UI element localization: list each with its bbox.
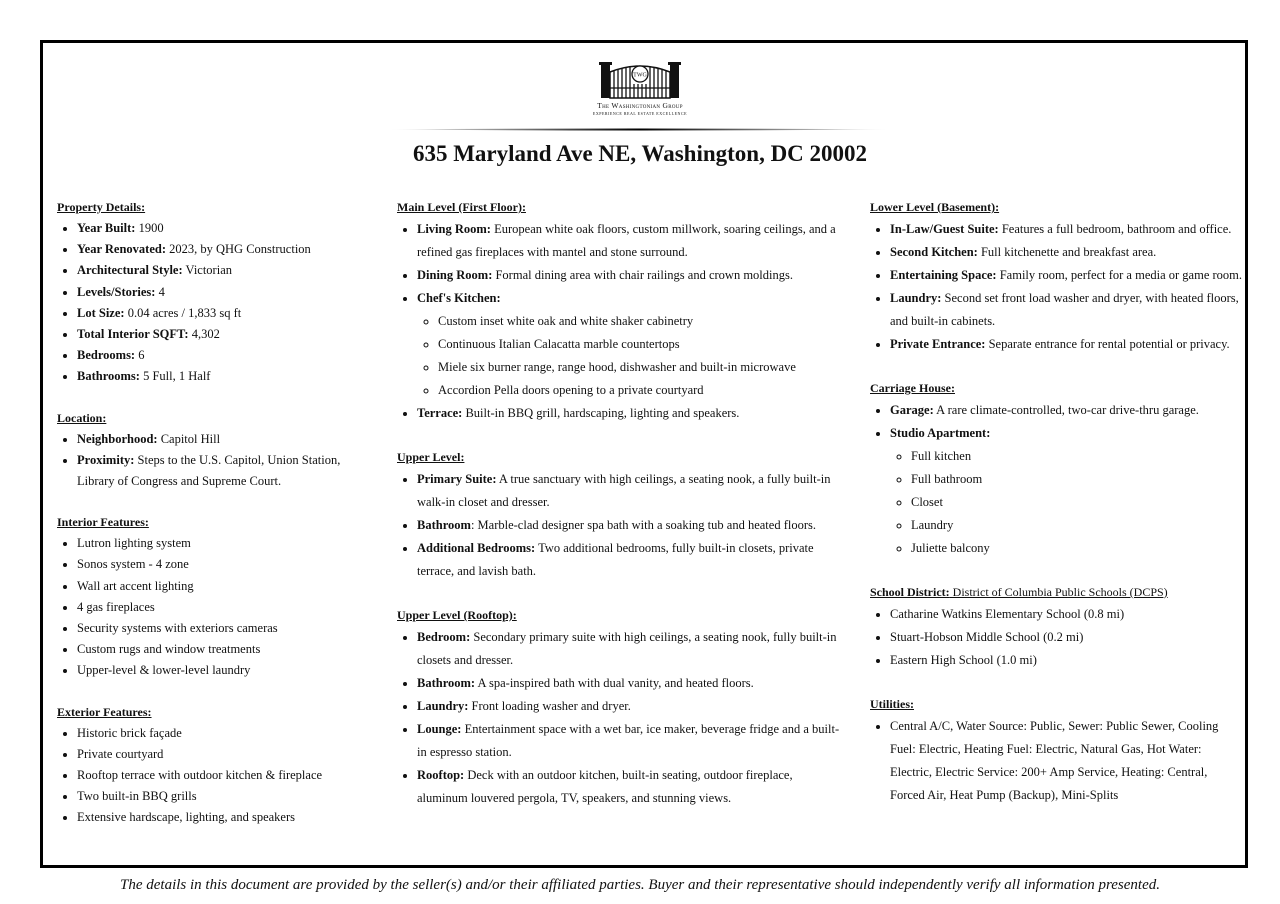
list-item: • Rooftop: Deck with an outdoor kitchen, built-in seating, outdoor fireplace, aluminum louvered pergola, TV, speakers, and stunning views. <box>417 764 842 810</box>
list-item: • Bedrooms: 6 <box>77 345 377 366</box>
list-item: • Proximity: Steps to the U.S. Capitol, Union Station, Library of Congress and Supreme Court. <box>77 450 377 492</box>
sub-list-item: ◦ Accordion Pella doors opening to a private courtyard <box>438 379 842 402</box>
list-item: • Lutron lighting system <box>77 533 377 554</box>
list-item: • Private Entrance: Separate entrance for rental potential or privacy. <box>890 333 1242 356</box>
location-heading: Location: <box>57 410 107 425</box>
list-item: • Bathroom: Marble-clad designer spa bath with a soaking tub and heated floors. <box>417 514 842 537</box>
location-list <box>57 429 377 493</box>
sub-list-item: ◦ Miele six burner range, range hood, dishwasher and built-in microwave <box>438 356 842 379</box>
list-item: • Entertaining Space: Family room, perfect for a media or game room. <box>890 264 1242 287</box>
list-item: • Bathrooms: 5 Full, 1 Half <box>77 366 377 387</box>
list-item: • Architectural Style: Victorian <box>77 260 377 281</box>
lower-level-heading: Lower Level (Basement): <box>870 200 1000 214</box>
right-column <box>870 198 1242 807</box>
list-item: • In-Law/Guest Suite: Features a full bedroom, bathroom and office. <box>890 218 1242 241</box>
list-item: • Total Interior SQFT: 4,302 <box>77 324 377 345</box>
list-item: • Year Built: 1900 <box>77 218 377 239</box>
list-item: • Catharine Watkins Elementary School (0.8 mi) <box>890 603 1242 626</box>
utilities-list <box>870 715 1242 807</box>
kitchen-sublist <box>417 310 842 402</box>
list-item: • 4 gas fireplaces <box>77 597 377 618</box>
title-divider <box>386 128 894 131</box>
sub-list-item: ◦ Laundry <box>911 514 1242 537</box>
list-item: • Lounge: Entertainment space with a wet bar, ice maker, beverage fridge and a built-in espresso station. <box>417 718 842 764</box>
sub-list-item: ◦ Full bathroom <box>911 468 1242 491</box>
list-item: • Chef's Kitchen: ◦ Custom inset white oak and white shaker cabinetry ◦ Continuous Italian Calacatta marble countertops ◦ Miele six burner range, range hood, dishwasher and built-in microwave ◦ Accordion Pella doors opening to a private courtyard <box>417 287 842 402</box>
list-item: • Eastern High School (1.0 mi) <box>890 649 1242 672</box>
logo-tagline: EXPERIENCE REAL ESTATE EXCELLENCE <box>592 111 688 116</box>
list-item: • Year Renovated: 2023, by QHG Construction <box>77 239 377 260</box>
main-level-heading: Main Level (First Floor): <box>397 200 526 214</box>
utilities-heading: Utilities: <box>870 697 914 711</box>
list-item: • Studio Apartment: ◦ Full kitchen ◦ Full bathroom ◦ Closet ◦ Laundry ◦ Juliette balcony <box>890 422 1242 560</box>
upper-level-list <box>397 468 842 583</box>
school-district-heading: School District: District of Columbia Public Schools (DCPS) <box>870 585 1168 599</box>
list-item: • Two built-in BBQ grills <box>77 786 377 807</box>
upper-level-heading: Upper Level: <box>397 450 465 464</box>
list-item: • Custom rugs and window treatments <box>77 639 377 660</box>
list-item: • Bedroom: Secondary primary suite with high ceilings, a seating nook, fully built-in closets and dresser. <box>417 626 842 672</box>
list-item: • Laundry: Front loading washer and dryer. <box>417 695 842 718</box>
interior-features-heading: Interior Features: <box>57 515 149 530</box>
list-item: • Wall art accent lighting <box>77 576 377 597</box>
list-item: • Dining Room: Formal dining area with chair railings and crown moldings. <box>417 264 842 287</box>
sub-list-item: ◦ Closet <box>911 491 1242 514</box>
exterior-features-list <box>57 723 377 829</box>
list-item: • Additional Bedrooms: Two additional bedrooms, fully built-in closets, private terrace, and lavish bath. <box>417 537 842 583</box>
list-item: • Bathroom: A spa-inspired bath with dual vanity, and heated floors. <box>417 672 842 695</box>
carriage-house-list <box>870 399 1242 560</box>
sub-list-item: ◦ Continuous Italian Calacatta marble countertops <box>438 333 842 356</box>
main-level-list <box>397 218 842 425</box>
list-item: • Sonos system - 4 zone <box>77 554 377 575</box>
list-item: • Primary Suite: A true sanctuary with high ceilings, a seating nook, a fully built-in walk-in closet and dresser. <box>417 468 842 514</box>
list-item: • Levels/Stories: 4 <box>77 282 377 303</box>
sub-list-item: ◦ Full kitchen <box>911 445 1242 468</box>
middle-column <box>397 198 842 810</box>
exterior-features-heading: Exterior Features: <box>57 704 152 719</box>
gate-logo-icon <box>599 58 681 100</box>
left-column <box>57 198 377 829</box>
list-item: • Upper-level & lower-level laundry <box>77 660 377 681</box>
list-item: • Rooftop terrace with outdoor kitchen & fireplace <box>77 765 377 786</box>
list-item: • Second Kitchen: Full kitchenette and breakfast area. <box>890 241 1242 264</box>
sub-list-item: ◦ Custom inset white oak and white shaker cabinetry <box>438 310 842 333</box>
interior-features-list <box>57 533 377 681</box>
list-item: • Terrace: Built-in BBQ grill, hardscaping, lighting and speakers. <box>417 402 842 425</box>
list-item: • Laundry: Second set front load washer and dryer, with heated floors, and built-in cabinets. <box>890 287 1242 333</box>
list-item: • Security systems with exteriors cameras <box>77 618 377 639</box>
disclaimer-footer: The details in this document are provided by the seller(s) and/or their affiliated parties. Buyer and their representative should independently verify all information presented. <box>120 877 1160 893</box>
logo-monogram: TWG <box>633 72 647 79</box>
list-item: • Historic brick façade <box>77 723 377 744</box>
list-item: • Private courtyard <box>77 744 377 765</box>
logo-company-name: The Washingtonian Group <box>597 101 683 110</box>
rooftop-level-list <box>397 626 842 810</box>
list-item: • Neighborhood: Capitol Hill <box>77 429 377 450</box>
carriage-house-heading: Carriage House: <box>870 381 955 395</box>
property-details-heading: Property Details: <box>57 200 146 214</box>
school-district-list <box>870 603 1242 672</box>
lower-level-list <box>870 218 1242 356</box>
list-item: • Lot Size: 0.04 acres / 1,833 sq ft <box>77 303 377 324</box>
list-item: • Living Room: European white oak floors, custom millwork, soaring ceilings, and a refined gas fireplaces with mantel and stone surround. <box>417 218 842 264</box>
page-title: 635 Maryland Ave NE, Washington, DC 20002 <box>412 141 868 166</box>
rooftop-level-heading: Upper Level (Rooftop): <box>397 608 517 622</box>
sub-list-item: ◦ Juliette balcony <box>911 537 1242 560</box>
list-item: • Garage: A rare climate-controlled, two-car drive-thru garage. <box>890 399 1242 422</box>
studio-sublist <box>890 445 1242 560</box>
list-item: • Extensive hardscape, lighting, and speakers <box>77 807 377 828</box>
property-details-list <box>57 218 377 388</box>
list-item: • Stuart-Hobson Middle School (0.2 mi) <box>890 626 1242 649</box>
company-logo <box>580 58 700 118</box>
list-item: • Central A/C, Water Source: Public, Sewer: Public Sewer, Cooling Fuel: Electric, Heating Fuel: Electric, Natural Gas, Hot Water: Electric, Electric Service: 200+ Amp Service, Heating: Central, Forced Air, Heat Pump (Backup), Mini-Splits <box>890 715 1242 807</box>
